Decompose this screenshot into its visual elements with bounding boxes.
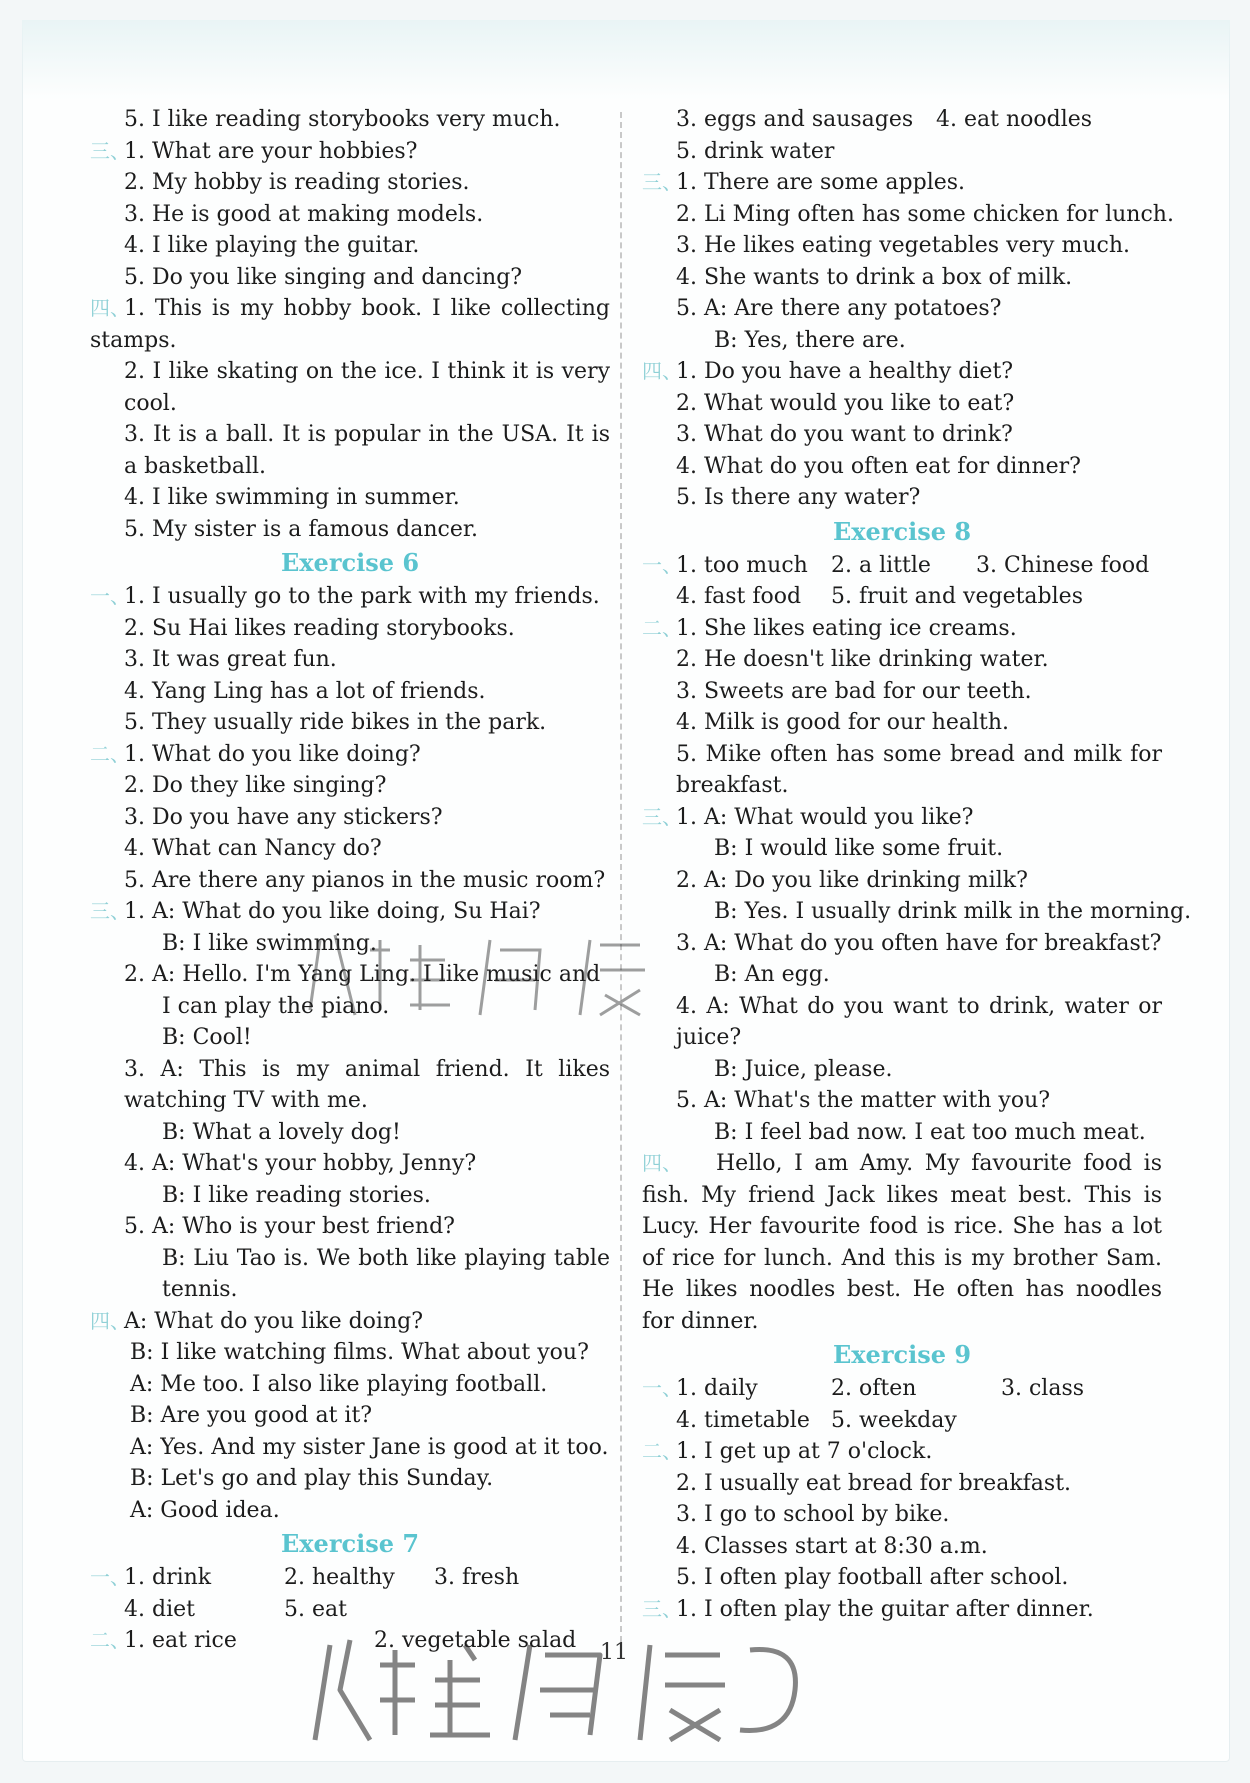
section-marker: 一、 (642, 552, 682, 577)
answer-line: A: Me too. I also like playing football. (130, 1371, 548, 1397)
answer-line: 2. My hobby is reading stories. (124, 170, 470, 195)
section-marker: 二、 (642, 615, 682, 640)
answer-text: 1. A: What would you like? (676, 804, 974, 830)
section-marker: 四、 (642, 1151, 682, 1175)
answer-line: 4. Milk is good for our health. (676, 710, 1010, 735)
answer-paragraph (642, 1148, 1162, 1337)
answer-line: 3. It is a ball. It is popular in the USA. It is a basketball. (124, 422, 610, 479)
answer-line: 5. My sister is a famous dancer. (124, 516, 478, 542)
answer-row (90, 1562, 610, 1594)
answer-line: 2. A: Hello. I'm Yang Ling. I like music and (124, 962, 601, 987)
answer-line: 4. Classes start at 8:30 a.m. (676, 1533, 988, 1559)
answer-line: B: I like reading stories. (162, 1182, 431, 1208)
answer-item: 5. fruit and vegetables (831, 584, 1083, 609)
answer-line: B: Juice, please. (714, 1056, 893, 1082)
answer-row (642, 581, 1162, 613)
answer-text: 1. A: What do you like doing, Su Hai? (124, 899, 541, 924)
section-first-line (642, 613, 1162, 645)
answer-line: 3. A: What do you often have for breakfast? (676, 930, 1162, 956)
answer-line: A: Yes. And my sister Jane is good at it too. (130, 1434, 609, 1460)
answer-line: 2. I usually eat bread for breakfast. (676, 1470, 1072, 1496)
left-column (90, 104, 610, 1657)
section-marker: 二、 (642, 1439, 682, 1463)
answer-line: 5. Do you like singing and dancing? (124, 264, 523, 290)
answer-line: 5. Mike often has some bread and milk for breakfast. (676, 741, 1162, 798)
page-header-tint (22, 20, 1230, 100)
section-marker: 一、 (90, 1565, 130, 1589)
section-first-line (90, 581, 610, 613)
answer-text: 1. She likes eating ice creams. (676, 615, 1017, 641)
answer-item: 1. drink (124, 1565, 212, 1590)
answer-line: B: Cool! (162, 1025, 252, 1050)
section-first-line (90, 1306, 610, 1338)
answer-item: 2. healthy (284, 1565, 395, 1590)
section-marker: 四、 (90, 296, 130, 320)
section-marker: 二、 (90, 1628, 130, 1652)
answer-item: 2. often (831, 1376, 917, 1401)
answer-line: B: What a lovely dog! (162, 1119, 401, 1145)
section-first-line (642, 802, 1162, 834)
answer-item: 3. class (1001, 1376, 1085, 1401)
answer-item: 1. daily (676, 1376, 758, 1401)
right-column (642, 104, 1192, 1625)
answer-line: 3. I go to school by bike. (676, 1502, 950, 1527)
answer-line: B: I would like some fruit. (714, 836, 1004, 861)
answer-item: 1. eat rice (124, 1628, 237, 1653)
answer-text: A: What do you like doing? (124, 1308, 424, 1334)
answer-line: 5. Are there any pianos in the music room? (124, 867, 606, 893)
answer-line: 2. Su Hai likes reading storybooks. (124, 615, 515, 641)
watermark-logo-bottom (300, 1630, 820, 1750)
answer-line: B: Yes, there are. (714, 327, 906, 353)
answer-item: 3. fresh (434, 1565, 520, 1590)
answer-text: Hello, I am Amy. My favourite food is fish. My friend Jack likes meat best. This is Lucy. Her favourite food is rice. She has a lot of rice for lunch. And this is my brother Sam. He likes noodles best. He often has noodles for dinner. (642, 1151, 1162, 1334)
answer-line: 4. A: What do you want to drink, water or juice? (676, 993, 1162, 1050)
answer-line: B: An egg. (714, 962, 830, 987)
answer-line: B: I feel bad now. I eat too much meat. (714, 1119, 1146, 1145)
answer-line: 5. I like reading storybooks very much. (124, 107, 561, 132)
exercise-heading: Exercise 6 (280, 548, 420, 577)
section-marker: 三、 (642, 170, 682, 194)
answer-line: 4. Yang Ling has a lot of friends. (124, 678, 486, 704)
answer-line: 3. What do you want to drink? (676, 422, 1013, 447)
answer-text: 1. There are some apples. (676, 170, 966, 195)
answer-item: 4. timetable (676, 1407, 810, 1433)
answer-line: B: Are you good at it? (130, 1403, 373, 1428)
exercise-heading: Exercise 7 (280, 1529, 420, 1558)
answer-item: 4. diet (124, 1596, 195, 1622)
answer-text: 1. I often play the guitar after dinner. (676, 1596, 1094, 1622)
answer-line: 5. A: What's the matter with you? (676, 1088, 1051, 1113)
section-marker: 三、 (642, 1596, 682, 1621)
answer-line: 3. A: This is my animal friend. It likes watching TV with me. (124, 1056, 610, 1113)
answer-item: 5. eat (284, 1596, 347, 1622)
answer-line: 4. I like playing the guitar. (124, 233, 420, 258)
answer-text: 1. This is my hobby book. I like collecting stamps. (90, 296, 610, 353)
section-first-line (642, 167, 1162, 199)
answer-line: 5. They usually ride bikes in the park. (124, 710, 547, 735)
section-marker: 四、 (90, 1308, 130, 1333)
answer-line: B: Liu Tao is. We both like playing table tennis. (162, 1245, 610, 1302)
exercise-heading: Exercise 8 (832, 516, 972, 546)
answer-item: 2. a little (831, 552, 931, 578)
section-marker: 三、 (90, 138, 130, 163)
answer-line: 5. Is there any water? (676, 485, 921, 510)
section-first-line (642, 1436, 1162, 1468)
section-first-line (642, 1594, 1162, 1626)
answer-line: 2. I like skating on the ice. I think it is very cool. (124, 359, 610, 416)
section-marker: 二、 (90, 741, 130, 766)
answer-row (642, 550, 1162, 582)
answer-line: 2. He doesn't like drinking water. (676, 647, 1049, 672)
answer-line: 4. A: What's your hobby, Jenny? (124, 1151, 477, 1176)
answer-line: 3. Sweets are bad for our teeth. (676, 678, 1032, 704)
answer-item: 2. vegetable salad (374, 1628, 577, 1653)
watermark-logo-mid (300, 920, 720, 1030)
section-marker: 三、 (90, 899, 130, 923)
answer-line: 2. Li Ming often has some chicken for lunch. (676, 201, 1174, 227)
answer-row (642, 1373, 1162, 1405)
answer-text: 1. I usually go to the park with my friends. (124, 584, 600, 609)
answer-item: 5. weekday (831, 1407, 957, 1433)
answer-item: 3. Chinese food (976, 552, 1150, 578)
section-marker: 一、 (90, 584, 130, 608)
answer-line: I can play the piano. (162, 993, 390, 1019)
answer-line: 3. It was great fun. (124, 647, 337, 672)
answer-line: B: I like watching films. What about you? (130, 1340, 589, 1365)
answer-line: 5. A: Are there any potatoes? (676, 296, 1002, 321)
answer-line: 2. What would you like to eat? (676, 390, 1015, 416)
answer-line: B: I like swimming. (162, 930, 377, 956)
answer-text: 1. Do you have a healthy diet? (676, 359, 1014, 384)
answer-item: 1. too much (676, 552, 808, 578)
section-first-line (90, 739, 610, 771)
answer-text: 1. What do you like doing? (124, 741, 421, 767)
answer-line: 3. Do you have any stickers? (124, 804, 443, 830)
answer-line: 4. What do you often eat for dinner? (676, 453, 1081, 479)
section-marker: 三、 (642, 804, 682, 829)
answer-line: 3. He likes eating vegetables very much. (676, 233, 1130, 258)
answer-text: 1. What are your hobbies? (124, 138, 418, 164)
exercise-heading: Exercise 9 (832, 1340, 972, 1369)
answer-line: 2. Do they like singing? (124, 773, 387, 798)
answer-line: 5. drink water (676, 138, 835, 164)
answer-text: 1. I get up at 7 o'clock. (676, 1439, 933, 1464)
section-marker: 一、 (642, 1376, 682, 1400)
answer-line: 4. She wants to drink a box of milk. (676, 264, 1073, 290)
page-number: 11 (600, 1640, 628, 1665)
answer-line: A: Good idea. (130, 1497, 280, 1523)
answer-row (642, 1405, 1162, 1437)
answer-line: B: Let's go and play this Sunday. (130, 1466, 494, 1491)
answer-line: 5. A: Who is your best friend? (124, 1214, 455, 1239)
answer-row (90, 1594, 610, 1626)
answer-line: 3. He is good at making models. (124, 201, 484, 227)
answer-line: 2. A: Do you like drinking milk? (676, 867, 1028, 893)
answer-item: 3. eggs and sausages (676, 107, 914, 132)
answer-item: 4. fast food (676, 584, 802, 609)
section-marker: 四、 (642, 359, 682, 383)
answer-line: 4. I like swimming in summer. (124, 485, 460, 510)
answer-line: 4. What can Nancy do? (124, 836, 382, 861)
answer-row (642, 104, 1162, 136)
column-divider (620, 112, 622, 1642)
answer-line: 5. I often play football after school. (676, 1565, 1069, 1590)
answer-item: 4. eat noodles (936, 107, 1093, 132)
answer-line: B: Yes. I usually drink milk in the morning. (714, 899, 1192, 924)
section-first-line (90, 293, 610, 356)
section-first-line (642, 356, 1162, 388)
section-first-line (90, 136, 610, 168)
